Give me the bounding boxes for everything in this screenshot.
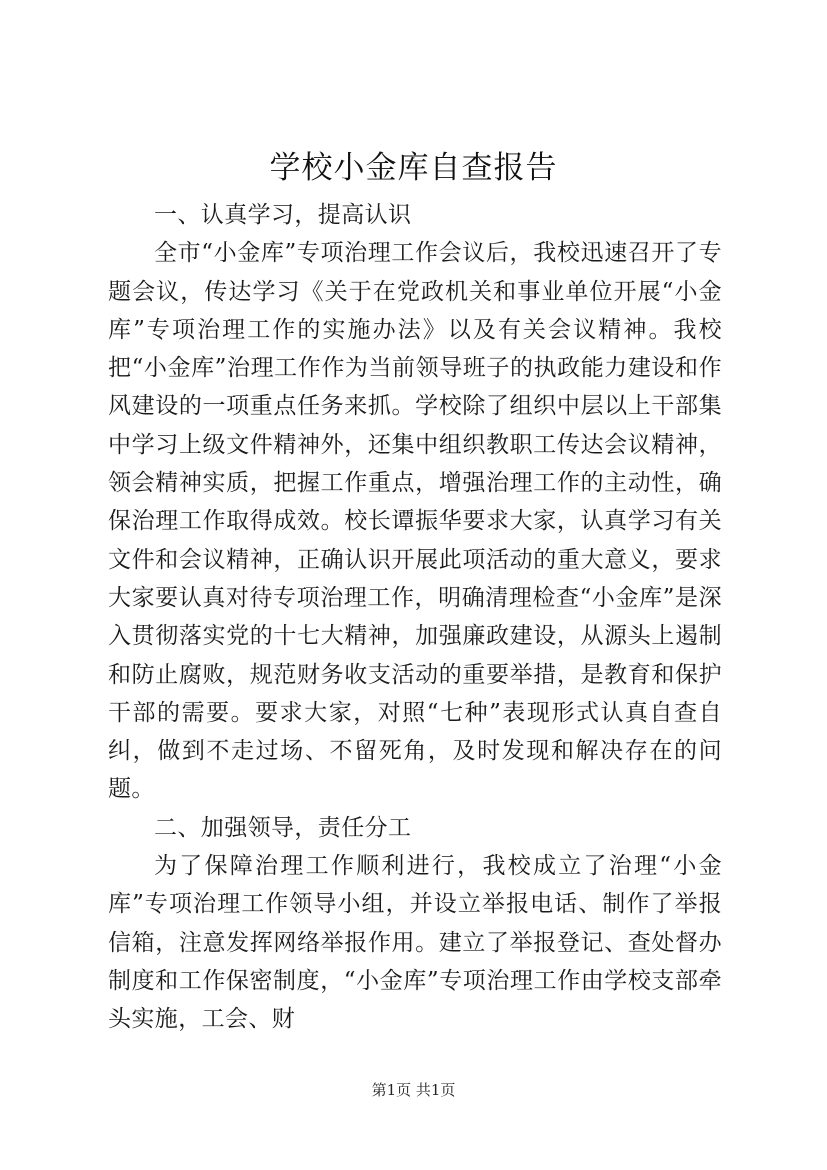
- page-footer: 第1页 共1页: [371, 1081, 456, 1099]
- document-body: [108, 196, 722, 1039]
- document-title: 学校小金库自查报告: [269, 150, 558, 186]
- section-heading-2: 二、加强领导，责任分工: [154, 814, 412, 841]
- section-paragraph-1: 全市“小金库”专项治理工作会议后，我校迅速召开了专题会议，传达学习《关于在党政机关和事业单位开展“小金库”专项治理工作的实施办法》以及有关会议精神。我校把“小金库”治理工作作为当前领导班子的执政能力建设和作风建设的一项重点任务来抓。学校除了组织中层以上干部集中学习上级文件精神外，还集中组织教职工传达会议精神，领会精神实质，把握工作重点，增强治理工作的主动性，确保治理工作取得成效。校长谭振华要求大家，认真学习有关文件和会议精神，正确认识开展此项活动的重大意义，要求大家要认真对待专项治理工作，明确清理检查“小金库”是深入贯彻落实党的十七大精神，加强廉政建设，从源头上遏制和防止腐败，规范财务收支活动的重要举措，是教育和保护干部的需要。要求大家，对照“七种”表现形式认真自查自纠，做到不走过场、不留死角，及时发现和解决存在的问题。: [108, 240, 722, 803]
- section-paragraph-2: 为了保障治理工作顺利进行，我校成立了治理“小金库”专项治理工作领导小组，并设立举报电话、制作了举报信箱，注意发挥网络举报作用。建立了举报登记、查处督办制度和工作保密制度，“小金库”专项治理工作由学校支部牵头实施，工会、财: [108, 853, 722, 1033]
- section-heading-1: 一、认真学习，提高认识: [154, 202, 412, 228]
